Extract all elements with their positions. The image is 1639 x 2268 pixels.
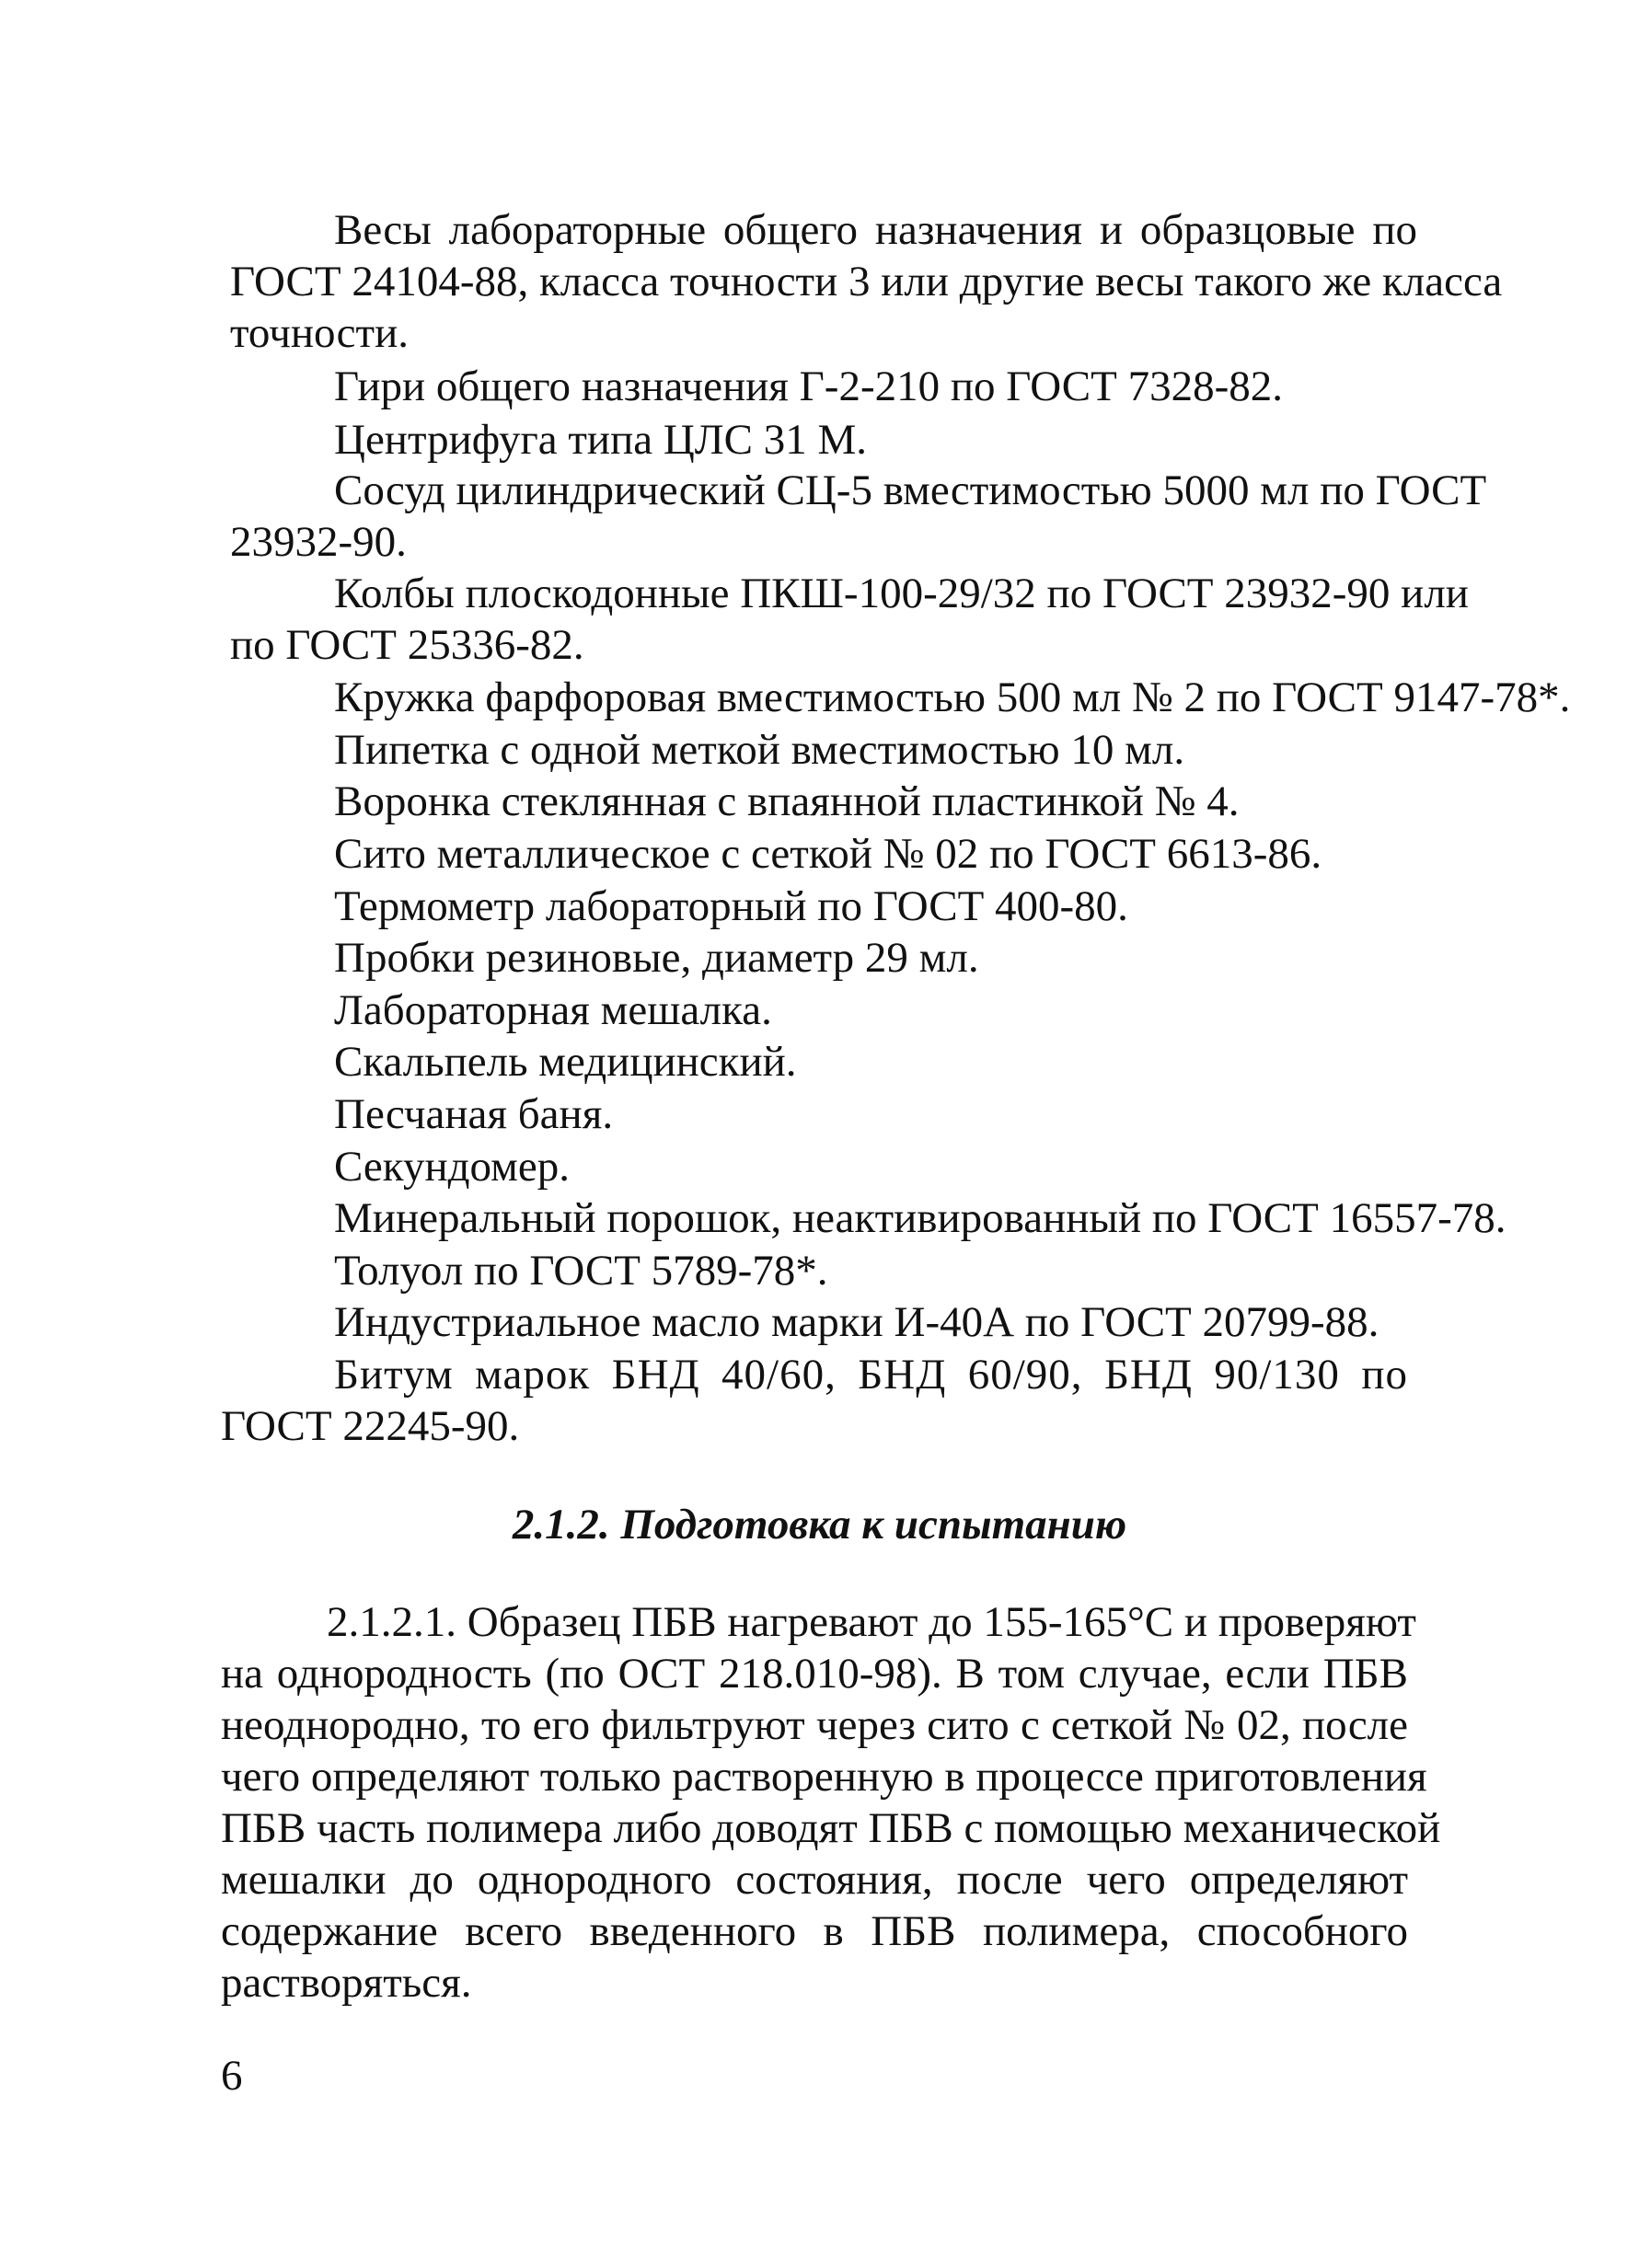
equipment-item-sieve: Сито металлическое с сеткой № 02 по ГОСТ 6613-86. [334, 830, 1322, 878]
equipment-item-bitumen-line1: Битум марок БНД 40/60, БНД 60/90, БНД 90/130 по [334, 1351, 1408, 1399]
equipment-item-mixer: Лабораторная мешалка. [334, 986, 772, 1034]
equipment-item-thermometer: Термометр лабораторный по ГОСТ 400-80. [334, 882, 1128, 930]
equipment-item-toluene: Толуол по ГОСТ 5789-78*. [334, 1247, 828, 1295]
equipment-item-flasks-line1: Колбы плоскодонные ПКШ-100-29/32 по ГОСТ 23932-90 или [334, 570, 1469, 617]
section-heading: 2.1.2. Подготовка к испытанию [512, 1501, 1127, 1548]
paragraph-line: содержание всего введенного в ПБВ полимера, способного [221, 1907, 1408, 1955]
equipment-item-stopwatch: Секундомер. [334, 1143, 570, 1191]
equipment-item-centrifuge: Центрифуга типа ЦЛС 31 М. [334, 416, 868, 464]
equipment-item-mug: Кружка фарфоровая вместимостью 500 мл № 2 по ГОСТ 9147-78*. [334, 673, 1571, 721]
equipment-item-scales-line1: Весы лабораторные общего назначения и образцовые по [334, 206, 1417, 254]
equipment-item-funnel: Воронка стеклянная с впаянной пластинкой № 4. [334, 777, 1240, 825]
equipment-item-mineral-powder: Минеральный порошок, неактивированный по ГОСТ 16557-78. [334, 1194, 1506, 1242]
equipment-item-bitumen-line2: ГОСТ 22245-90. [221, 1402, 520, 1450]
paragraph-line: чего определяют только растворенную в процессе приготовления [221, 1753, 1427, 1801]
equipment-item-pipette: Пипетка с одной меткой вместимостью 10 мл. [334, 726, 1185, 774]
equipment-item-scales-line2: ГОСТ 24104-88, класса точности 3 или другие весы такого же класса [230, 258, 1503, 305]
paragraph-line: ПБВ часть полимера либо доводят ПБВ с помощью механической [221, 1804, 1441, 1852]
paragraph-line: неоднородно, то его фильтруют через сито с сеткой № 02, после [221, 1701, 1408, 1749]
equipment-item-scales-line3: точности. [230, 309, 409, 357]
paragraph-line: на однородность (по ОСТ 218.010-98). В том случае, если ПБВ [221, 1650, 1408, 1698]
equipment-item-flasks-line2: по ГОСТ 25336-82. [230, 621, 584, 669]
equipment-item-vessel-line1: Сосуд цилиндрический СЦ-5 вместимостью 5000 мл по ГОСТ [334, 466, 1487, 514]
equipment-item-sand-bath: Песчаная баня. [334, 1090, 614, 1138]
paragraph-line: 2.1.2.1. Образец ПБВ нагревают до 155-165°С и проверяют [327, 1598, 1416, 1646]
paragraph-line: мешалки до однородного состояния, после чего определяют [221, 1856, 1408, 1904]
equipment-item-scalpel: Скальпель медицинский. [334, 1038, 797, 1086]
page-number: 6 [221, 2052, 243, 2100]
equipment-item-weights: Гири общего назначения Г-2-210 по ГОСТ 7328-82. [334, 363, 1283, 410]
equipment-item-stoppers: Пробки резиновые, диаметр 29 мл. [334, 934, 979, 982]
equipment-item-vessel-line2: 23932-90. [230, 518, 407, 566]
equipment-item-industrial-oil: Индустриальное масло марки И-40А по ГОСТ 20799-88. [334, 1298, 1379, 1346]
paragraph-line: растворяться. [221, 1959, 472, 2007]
